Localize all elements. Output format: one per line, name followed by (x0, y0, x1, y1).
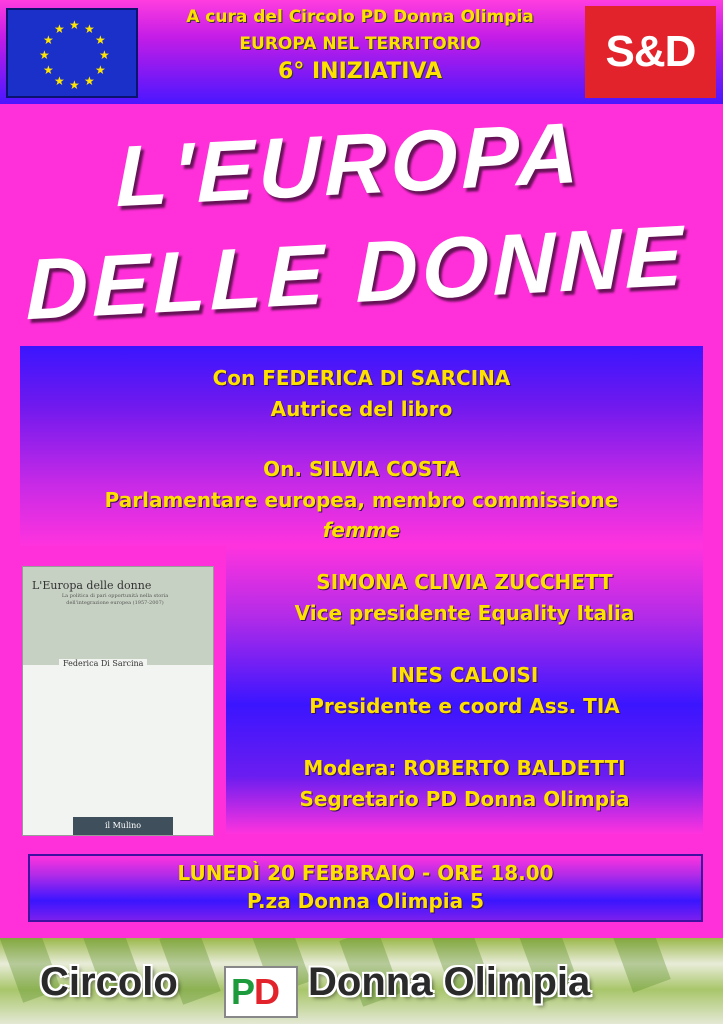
series-line: EUROPA NEL TERRITORIO (239, 34, 481, 54)
speaker-4-name: INES CALOISI (390, 663, 539, 687)
book-cover (22, 566, 214, 836)
moderator-name: Modera: ROBERTO BALDETTI (303, 756, 626, 780)
footer-circolo-text: Circolo (40, 960, 178, 1004)
speaker-2-name: On. SILVIA COSTA (263, 457, 460, 481)
speaker-2-role-continued: femme (322, 518, 401, 542)
book-subtitle: La politica di pari opportunità nella storia dell'integrazione europea (1957-2007) (61, 593, 169, 606)
pd-logo (224, 966, 298, 1018)
title-line-1: L'EUROPA (116, 104, 583, 226)
footer-donna-olimpia-text: Donna Olimpia (308, 960, 591, 1004)
sd-logo: S&D (585, 6, 716, 98)
footer-banner (0, 938, 723, 1024)
eu-flag-icon: ★ ★ ★ ★ ★ ★ ★ ★ ★ ★ ★ ★ (6, 8, 138, 98)
speaker-1-role: Autrice del libro (270, 397, 453, 421)
event-place: P.za Donna Olimpia 5 (246, 889, 485, 913)
speaker-2-role: Parlamentare europea, membro commissione (104, 488, 619, 512)
moderator-role: Segretario PD Donna Olimpia (299, 787, 630, 811)
event-date: LUNEDÌ 20 FEBBRAIO - ORE 18.00 (177, 861, 554, 885)
pd-logo-p: P (231, 971, 256, 1012)
initiative-line: 6° INIZIATIVA (278, 59, 442, 84)
speaker-1-name: Con FEDERICA DI SARCINA (212, 366, 511, 390)
speaker-4-role: Presidente e coord Ass. TIA (309, 694, 620, 718)
book-title: L'Europa delle donne (32, 579, 152, 592)
book-publisher: il Mulino (73, 817, 173, 835)
speaker-3-name: SIMONA CLIVIA ZUCCHETT (316, 570, 613, 594)
pd-logo-d: D (254, 971, 280, 1012)
title-line-2: DELLE DONNE (26, 207, 687, 339)
speaker-3-role: Vice presidente Equality Italia (294, 601, 635, 625)
book-author: Federica Di Sarcina (59, 659, 147, 668)
organizer-line: A cura del Circolo PD Donna Olimpia (186, 7, 534, 27)
